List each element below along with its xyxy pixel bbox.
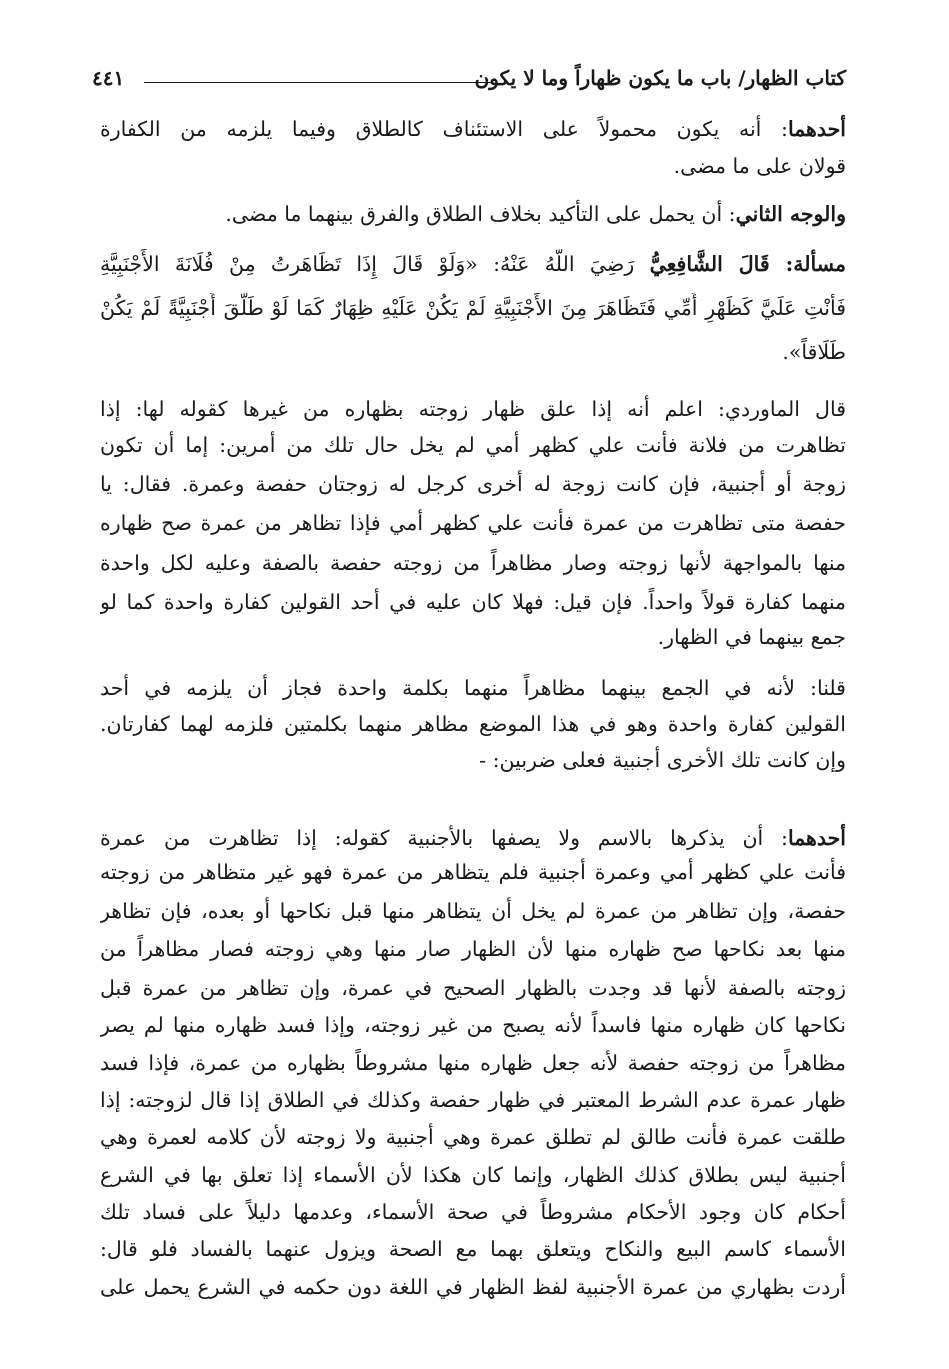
text-line <box>100 469 846 499</box>
text-line <box>100 1197 846 1227</box>
text-line <box>100 1122 846 1152</box>
text-line <box>100 587 846 617</box>
text-line <box>100 337 846 367</box>
lead-term: أحدهما <box>787 826 846 850</box>
line-text: طَلَاقاً». <box>782 340 846 364</box>
text-line <box>100 973 846 1003</box>
text-line <box>100 1272 846 1302</box>
text-line <box>100 745 846 775</box>
line-text: قلنا: لأنه في الجمع بينهما مظاهراً منهما بكلمة واحدة فجاز أن يلزمه في أحد <box>100 676 846 700</box>
text-line <box>100 896 846 926</box>
text-line <box>100 151 846 181</box>
text-line <box>100 823 846 853</box>
text-line <box>100 114 846 144</box>
line-text: قال الماوردي: اعلم أنه إذا علق ظهار زوجته بظهاره من غيرها كقوله لها: إذا <box>100 397 846 421</box>
line-text: مظاهراً من زوجته حفصة لأنه جعل ظهاره منها مشروطاً بظهاره من عمرة، فإذا فسد <box>100 1051 846 1075</box>
line-text: قولان على ما مضى. <box>673 154 846 178</box>
text-line <box>100 508 846 538</box>
line-text: حفصة، وإن تظاهر من عمرة لم يخل أن يتظاهر منها قبل نكاحها أو بعده، فإن تظاهر <box>100 899 846 923</box>
line-text: : أن يحمل على التأكيد بخلاف الطلاق والفرق بينهما ما مضى. <box>225 202 736 226</box>
line-text: زوجة أو أجنبية، فإن كانت زوجة له أخرى كرجل له زوجتان حفصة وعمرة. فقال: يا <box>100 472 846 496</box>
line-text: منها بالمواجهة لأنها زوجته وصار مظاهراً من زوجته حفصة بالصفة وعليه لكل واحدة <box>100 551 846 575</box>
line-text: القولين كفارة واحدة وهو في هذا الموضع مظاهر منهما بكلمتين فلزمه لهما كفارتان. <box>100 712 846 736</box>
line-text: أردت بظهاري من عمرة الأجنبية لفظ الظهار في اللغة دون حكمه في الشرع يحمل على <box>100 1275 846 1299</box>
lead-term: والوجه الثاني <box>735 202 846 226</box>
line-text: طلقت عمرة فأنت طالق لم تطلق عمرة وهي أجنبية ولا زوجته لأن كلامه لعمرة وهي <box>100 1125 846 1149</box>
line-text: زوجته بالصفة لأنها قد وجدت بالظهار الصحيح في عمرة، وإن تظاهر من عمرة قبل <box>100 976 846 1000</box>
line-text: وإن كانت تلك الأخرى أجنبية فعلى ضربين: - <box>479 748 846 772</box>
text-line <box>100 293 846 323</box>
text-line <box>100 249 846 279</box>
text-line <box>100 857 846 887</box>
header-rule <box>144 82 492 83</box>
text-line <box>100 548 846 578</box>
running-header <box>92 66 846 100</box>
line-text: أجنبية ليس بطلاق كذلك الظهار، وإنما كان هكذا لأن الأسماء إذا تعلق بها في الشرع <box>100 1163 846 1187</box>
line-text: حفصة متى تظاهرت من عمرة فأنت علي كظهر أمي فإذا تظاهر من عمرة صح ظهاره <box>100 511 846 535</box>
line-text: أحكام كان وجود الأحكام مشروطاً في صحة الأسماء، وعدمها دليلاً على فساد تلك <box>100 1200 846 1224</box>
line-text: جمع بينهما في الظهار. <box>657 625 846 649</box>
line-text: الأسماء كاسم البيع والنكاح ويتعلق بهما مع الصحة ويزول عنهما بالفساد فلو قال: <box>100 1237 846 1261</box>
line-text: فَأَنْتِ عَلَيَّ كَظَهْرِ أُمِّي فَتَظَاهَرَ مِنَ الأَجْنَبِيَّةِ لَمْ يَكُنْ عَلَيْهِ ظِهَارٌ كَمَا لَوْ طَلَّقَ أَجْنَبِيَّةً لَمْ يَكُنْ <box>100 296 846 320</box>
line-text: رَضِيَ اللَّهُ عَنْهُ: «وَلَوْ قَالَ إِذَا تَظَاهَرتُ مِنْ فُلَانَةَ الأَجْنَبِيَّةِ <box>100 252 650 276</box>
line-text: تظاهرت من فلانة فأنت علي كظهر أمي لم يخل حال تلك من أمرين: إما أن تكون <box>100 433 846 457</box>
line-text: ظهار عمرة عدم الشرط المعتبر في ظهار حفصة وكذلك في الطلاق إذا قال لزوجته: إذا <box>100 1088 846 1112</box>
lead-term: مسألة: قَالَ الشَّافِعِيُّ <box>649 252 846 276</box>
text-line <box>100 934 846 964</box>
line-text: : أنه يكون محمولاً على الاستئناف كالطلاق وفيما يلزمه من الكفارة <box>100 117 788 141</box>
text-line <box>100 1234 846 1264</box>
text-line <box>100 709 846 739</box>
page-number: ٤٤١ <box>92 66 125 90</box>
header-title: كتاب الظهار/ باب ما يكون ظهاراً وما لا يكون <box>474 66 846 90</box>
text-line <box>100 622 846 652</box>
text-line <box>100 1010 846 1040</box>
line-text: نكاحها كان ظهاره منها فاسداً لأنه يصبح من غير زوجته، وإذا فسد ظهاره منها لم يصر <box>100 1013 846 1037</box>
text-line <box>100 1048 846 1078</box>
text-line <box>100 673 846 703</box>
text-line <box>100 430 846 460</box>
text-line <box>100 1085 846 1115</box>
line-text: : أن يذكرها بالاسم ولا يصفها بالأجنبية كقوله: إذا تظاهرت من عمرة <box>100 826 788 850</box>
line-text: منهما كفارة قولاً واحداً. فإن قيل: فهلا كان عليه في أحد القولين كفارة واحدة كما لو <box>100 590 846 614</box>
line-text: منها بعد نكاحها صح ظهاره منها لأن الظهار صار منها وهي زوجته فصار مظاهراً من <box>100 937 846 961</box>
text-line <box>100 199 846 229</box>
text-line <box>100 1160 846 1190</box>
line-text: فأنت علي كظهر أمي وعمرة أجنبية فلم يتظاهر من عمرة فهو غير متظاهر من زوجته <box>100 860 846 884</box>
text-line <box>100 394 846 424</box>
lead-term: أحدهما <box>787 117 846 141</box>
